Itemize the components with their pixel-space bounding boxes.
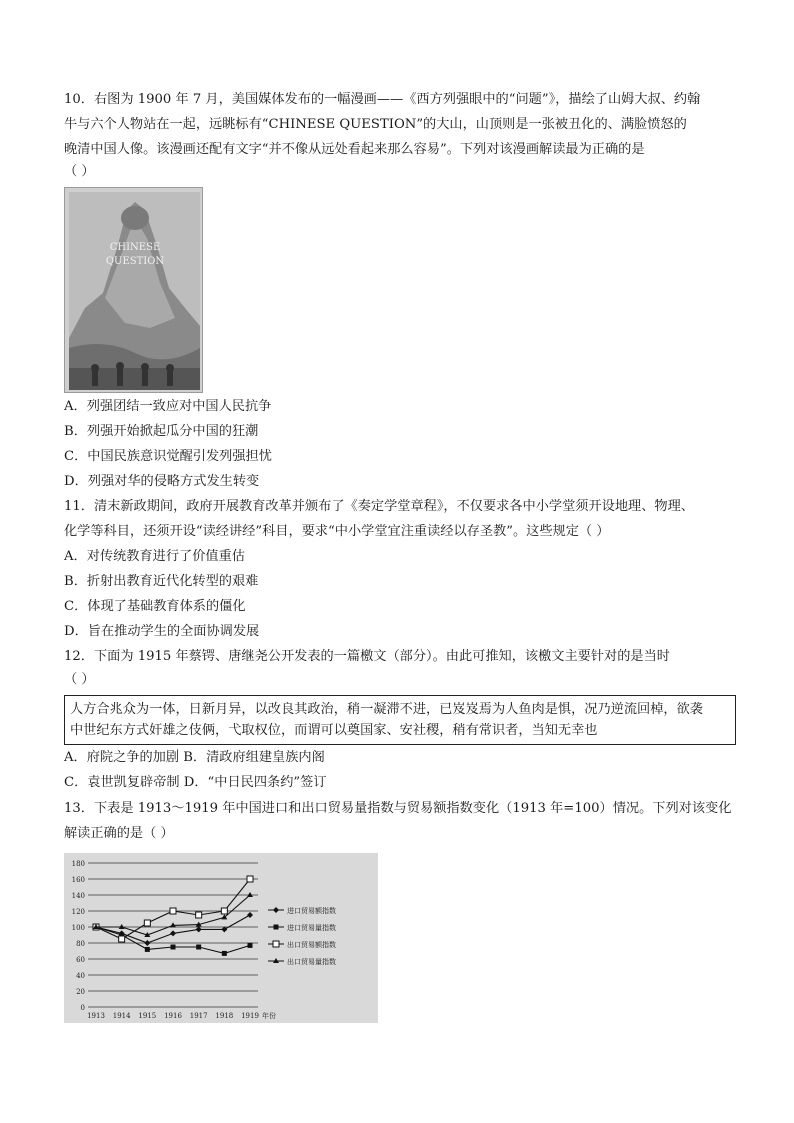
q11-option-d: D．旨在推动学生的全面协调发展 bbox=[64, 624, 260, 639]
data-point bbox=[119, 936, 125, 942]
q10-option-d: D．列强对华的侵略方式发生转变 bbox=[64, 474, 260, 489]
q10-stem-line1: 10．右图为 1900 年 7 月，美国媒体发布的一幅漫画——《西方列强眼中的“问题”》，描绘了山姆大叔、约翰 bbox=[64, 92, 701, 107]
trade-index-chart-svg bbox=[64, 853, 378, 1023]
q10-option-c: C．中国民族意识觉醒引发列强担忧 bbox=[64, 449, 272, 464]
legend-marker bbox=[273, 941, 279, 947]
y-tick-label: 20 bbox=[76, 988, 85, 996]
q10-option-a: A．列强团结一致应对中国人民抗争 bbox=[64, 399, 272, 414]
data-point bbox=[170, 908, 176, 914]
cartoon-label-chinese: CHINESE bbox=[109, 242, 161, 253]
q10-option-b: B．列强开始掀起瓜分中国的狂潮 bbox=[64, 424, 259, 439]
y-tick-label: 0 bbox=[80, 1004, 85, 1012]
y-tick-label: 40 bbox=[76, 972, 85, 980]
data-point bbox=[247, 892, 253, 897]
q12-quote-line2: 中世纪东方式奸雄之伎俩，弋取权位，而谓可以奠国家、安社稷，稍有常识者，当知无幸也 bbox=[70, 723, 598, 738]
y-tick-label: 120 bbox=[71, 908, 85, 916]
legend-label: 出口贸易额指数 bbox=[287, 941, 336, 949]
x-tick-label: 1919 bbox=[241, 1012, 259, 1020]
data-point bbox=[247, 876, 253, 882]
y-tick-label: 100 bbox=[71, 924, 85, 932]
data-point bbox=[144, 920, 150, 926]
q13-stem-line1: 13．下表是 1913～1919 年中国进口和出口贸易量指数与贸易额指数变化（1913 年=100）情况。下列对该变化 bbox=[64, 801, 732, 816]
cartoon-label-question: QUESTION bbox=[105, 256, 165, 267]
q10-stem-line3: 晚清中国人像。该漫画还配有文字“并不像从远处看起来那么容易”。下列对该漫画解读最为正确的是 bbox=[64, 142, 645, 157]
legend-marker bbox=[273, 907, 279, 913]
data-point bbox=[196, 945, 201, 950]
q12-answer-paren: （ ） bbox=[64, 672, 95, 687]
y-tick-label: 80 bbox=[76, 940, 85, 948]
x-tick-label: 1917 bbox=[189, 1012, 208, 1020]
data-point bbox=[248, 943, 253, 948]
cartoon-image bbox=[64, 187, 203, 393]
y-tick-label: 60 bbox=[76, 956, 85, 964]
q11-stem-line1: 11．清末新政期间，政府开展教育改革并颁布了《奏定学堂章程》，不仅要求各中小学堂须开设地理、物理、 bbox=[64, 499, 694, 514]
x-tick-label: 1918 bbox=[215, 1012, 234, 1020]
data-point bbox=[247, 912, 253, 918]
q12-options-row2: C．袁世凯复辟帝制 D．“中日民四条约”签订 bbox=[64, 775, 327, 790]
q11-option-a: A．对传统教育进行了价值重估 bbox=[64, 549, 245, 564]
q12-stem-line1: 12．下面为 1915 年蔡锷、唐继尧公开发表的一篇檄文（部分）。由此可推知，该檄文主要针对的是当时 bbox=[64, 649, 670, 664]
q10-answer-paren: （ ） bbox=[64, 164, 95, 179]
data-point bbox=[222, 951, 227, 956]
data-point bbox=[171, 945, 176, 950]
x-tick-label: 1915 bbox=[138, 1012, 157, 1020]
x-tick-label: 1914 bbox=[112, 1012, 131, 1020]
y-tick-label: 140 bbox=[71, 892, 85, 900]
q11-option-b: B．折射出教育近代化转型的艰难 bbox=[64, 574, 259, 589]
legend-label: 出口贸易量指数 bbox=[287, 958, 336, 966]
data-point bbox=[196, 912, 202, 918]
x-tick-label: 1913 bbox=[87, 1012, 105, 1020]
q12-options-row1: A．府院之争的加剧 B．清政府组建皇族内阁 bbox=[64, 750, 325, 765]
q11-option-c: C．体现了基础教育体系的僵化 bbox=[64, 599, 246, 614]
data-point bbox=[170, 930, 176, 936]
q11-stem-line2: 化学等科目，还须开设“读经讲经”科目，要求“中小学堂宜注重读经以存圣教”。这些规定（ ） bbox=[64, 524, 610, 539]
cartoon-illustration bbox=[65, 188, 203, 393]
q12-quote-box bbox=[64, 695, 736, 745]
legend-label: 进口贸易量指数 bbox=[287, 924, 336, 932]
legend-label: 进口贸易额指数 bbox=[287, 907, 336, 915]
y-tick-label: 160 bbox=[71, 876, 85, 884]
y-tick-label: 180 bbox=[71, 860, 85, 868]
q12-quote-line1: 人方合兆众为一体，日新月异，以改良其政治，稍一凝滞不进，已岌岌焉为人鱼肉是惧，况乃逆流回棹，欲袭 bbox=[70, 702, 703, 717]
data-point bbox=[221, 908, 227, 914]
x-tick-label: 1916 bbox=[164, 1012, 182, 1020]
q13-stem-line2: 解读正确的是（ ） bbox=[64, 826, 174, 841]
data-point bbox=[144, 940, 150, 946]
legend-marker bbox=[274, 925, 279, 930]
x-axis-suffix: 年份 bbox=[262, 1012, 276, 1020]
q10-stem-line2: 牛与六个人物站在一起，远眺标有“CHINESE QUESTION”的大山，山顶则是一张被丑化的、满脸愤怒的 bbox=[64, 117, 687, 132]
trade-index-chart bbox=[64, 853, 378, 1023]
data-point bbox=[145, 947, 150, 952]
